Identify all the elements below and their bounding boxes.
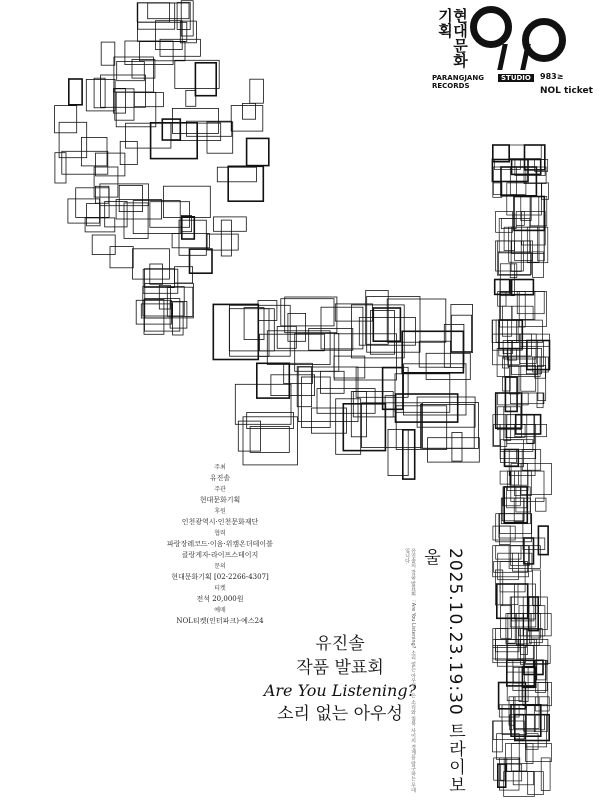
art-rectangle: [134, 93, 163, 107]
art-rectangle: [423, 403, 479, 449]
art-rectangle: [538, 526, 548, 555]
art-rectangle: [321, 307, 363, 349]
art-rectangle: [55, 153, 66, 183]
art-rectangle: [500, 280, 509, 293]
art-rectangle: [140, 42, 185, 61]
credits-block: [140, 462, 300, 627]
art-rectangle: [110, 247, 133, 268]
description-vertical-text: 유진솔의 작품 발표회 「Are You Listening? 소리 없는 아우성」은 소리와 침묵 사이의 경계를 탐구하는 무대입니다.: [404, 548, 416, 793]
title-artist: 유진솔: [315, 634, 365, 654]
art-rectangle: [148, 3, 189, 19]
brand-logo: 983≥: [540, 72, 564, 81]
art-rectangle: [138, 3, 175, 29]
art-rectangle: [217, 167, 256, 182]
art-rectangle: [451, 305, 473, 353]
art-rectangle: [143, 269, 178, 293]
art-rectangle: [171, 123, 221, 140]
credit-cooperation: 협력 파랑장레코드·이음·위캠온더테이블 클랑게자·라이프스테이지: [167, 530, 273, 559]
art-rectangle: [76, 188, 109, 218]
art-rectangle: [503, 377, 511, 391]
art-rectangle: [186, 90, 196, 106]
paranjang-records-logo: PARANGJANG RECORDS: [432, 74, 484, 90]
art-rectangle: [508, 341, 544, 367]
credit-host: 주최 유진솔: [209, 464, 231, 482]
art-rectangle: [101, 75, 146, 107]
art-rectangle: [145, 269, 175, 288]
art-rectangle: [388, 429, 408, 475]
art-rectangle: [396, 394, 458, 422]
art-rectangle: [502, 306, 511, 336]
art-rectangle: [428, 438, 480, 462]
art-rectangle: [336, 399, 361, 455]
credit-booking: 예매 NOL티켓(인터파크)·예스24: [176, 607, 264, 625]
art-rectangle: [499, 758, 519, 790]
art-rectangle: [385, 396, 396, 417]
art-rectangle: [510, 393, 544, 404]
art-rectangle: [320, 371, 344, 393]
art-rectangle: [221, 220, 231, 256]
art-rectangle: [231, 106, 263, 132]
art-rectangle: [512, 306, 533, 319]
art-rectangle: [145, 299, 180, 332]
art-rectangle: [536, 498, 547, 511]
art-rectangle: [536, 660, 546, 692]
art-rectangle: [173, 302, 184, 335]
art-rectangle: [526, 744, 552, 762]
art-rectangle: [503, 487, 520, 506]
art-rectangle: [238, 421, 260, 451]
art-rectangle: [496, 546, 521, 559]
art-rectangle: [277, 326, 296, 348]
art-rectangle: [116, 200, 162, 220]
art-rectangle: [512, 280, 534, 295]
art-rectangle: [493, 721, 503, 752]
art-rectangle: [527, 415, 535, 444]
art-rectangle: [159, 285, 170, 309]
art-rectangle: [309, 329, 353, 351]
art-rectangle: [250, 79, 264, 103]
art-rectangle: [62, 151, 108, 174]
art-rectangle: [150, 264, 163, 284]
credit-ticket-price: 티켓 전석 20,000원: [196, 585, 244, 603]
art-rectangle: [95, 186, 108, 203]
art-rectangle: [150, 202, 190, 228]
art-rectangle: [257, 363, 290, 398]
art-rectangle: [451, 315, 471, 351]
art-rectangle: [94, 78, 105, 108]
art-rectangle: [179, 220, 206, 255]
art-rectangle: [87, 204, 101, 226]
art-rectangle: [521, 464, 552, 495]
art-rectangle: [250, 427, 289, 453]
organizer-vertical-logo: 현대문화기획: [436, 8, 469, 68]
art-rectangle: [92, 235, 115, 255]
art-rectangle: [404, 364, 467, 415]
art-rectangle: [538, 683, 548, 706]
art-rectangle: [244, 308, 264, 340]
art-rectangle: [119, 185, 142, 211]
art-rectangle: [55, 106, 77, 133]
art-rectangle: [500, 471, 510, 484]
art-rectangle: [177, 3, 190, 30]
art-rectangle: [515, 424, 547, 436]
art-rectangle: [497, 734, 520, 760]
art-rectangle: [513, 772, 533, 785]
art-rectangle: [101, 42, 115, 65]
art-rectangle: [115, 89, 134, 120]
art-rectangle: [214, 217, 247, 231]
art-rectangle: [515, 471, 532, 496]
date-venue-vertical: 2025.10.23.19:30 트라이보울: [420, 548, 465, 795]
credit-inquiry: 문의 현대문화기획 [02-2266-4307]: [171, 563, 269, 581]
art-rectangle: [116, 92, 156, 127]
art-rectangle: [207, 122, 233, 153]
art-rectangle: [302, 377, 331, 428]
art-rectangle: [495, 280, 510, 295]
credit-sponsor: 후원 인천광역시·인천문화재단: [181, 508, 259, 526]
art-rectangle: [137, 3, 169, 22]
art-rectangle: [498, 393, 529, 405]
art-rectangle: [155, 21, 182, 50]
studio-logo: STUDIO: [498, 74, 534, 82]
art-rectangle: [511, 241, 521, 272]
art-rectangle: [235, 384, 291, 424]
art-rectangle: [419, 341, 450, 367]
art-rectangle: [144, 299, 164, 334]
art-rectangle: [452, 433, 462, 462]
art-rectangle: [511, 546, 530, 566]
art-rectangle: [497, 646, 533, 667]
art-rectangle: [68, 199, 100, 223]
art-rectangle: [69, 79, 82, 105]
art-rectangle: [403, 430, 415, 479]
art-rectangle: [94, 167, 118, 197]
art-rectangle: [500, 291, 526, 327]
nol-ticket-logo: NOL ticket: [540, 86, 593, 96]
art-rectangle: [124, 203, 148, 239]
title-korean: 소리 없는 아우성: [277, 704, 403, 724]
art-rectangle: [100, 184, 149, 206]
art-rectangle: [498, 553, 519, 580]
credit-organizer: 주관 현대문화기획: [199, 486, 241, 504]
art-rectangle: [247, 138, 269, 165]
art-rectangle: [195, 63, 216, 96]
art-rectangle: [295, 334, 339, 372]
art-rectangle: [522, 450, 541, 471]
art-rectangle: [175, 60, 219, 88]
art-rectangle: [285, 297, 337, 333]
art-rectangle: [496, 241, 524, 271]
art-rectangle: [521, 197, 531, 221]
art-rectangle: [522, 211, 546, 245]
art-rectangle: [504, 227, 514, 250]
art-rectangle: [497, 241, 530, 275]
title-english: Are You Listening?: [263, 681, 417, 700]
art-rectangle: [271, 375, 315, 396]
art-rectangle: [494, 758, 505, 780]
art-rectangle: [281, 299, 334, 326]
art-rectangle: [541, 758, 550, 791]
art-rectangle: [343, 404, 385, 451]
art-rectangle: [493, 167, 526, 194]
art-rectangle: [207, 234, 238, 250]
title-event: 작품 발표회: [296, 658, 384, 678]
art-rectangle: [507, 758, 520, 771]
art-rectangle: [114, 57, 153, 92]
art-rectangle: [228, 166, 263, 201]
art-rectangle: [297, 367, 311, 407]
art-rectangle: [137, 22, 186, 41]
art-rectangle: [387, 299, 446, 342]
art-rectangle: [172, 234, 209, 248]
